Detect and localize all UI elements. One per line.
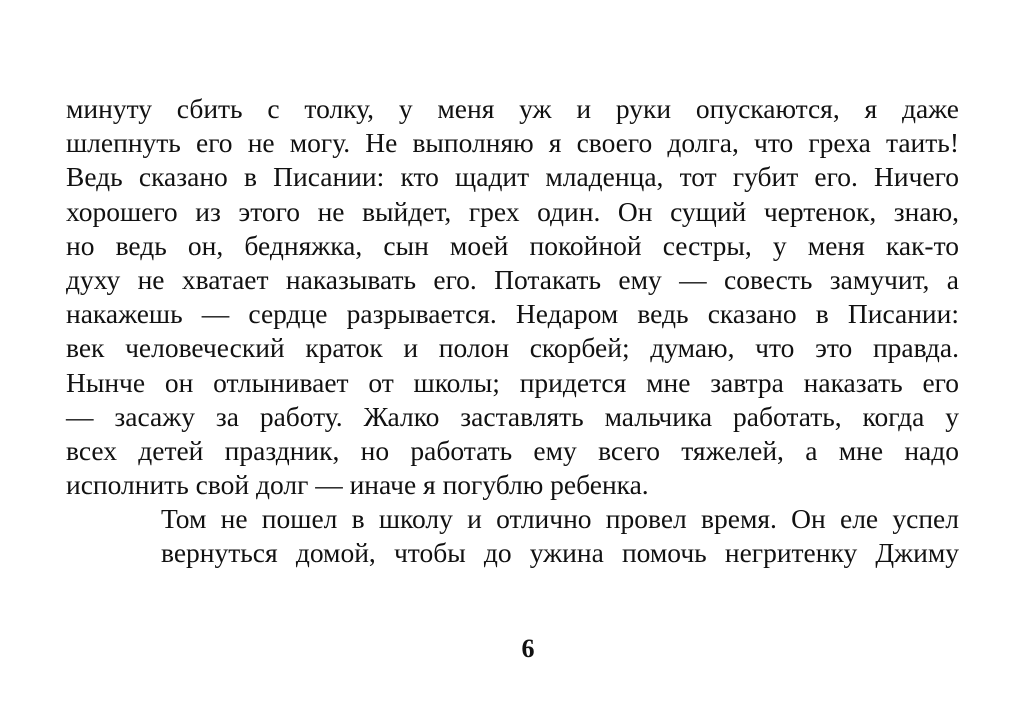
paragraph-1 bbox=[66, 92, 959, 502]
text-line: Ведь сказано в Писании: кто щадит младенца, тот губит его. Ничего bbox=[66, 161, 959, 193]
text-line: шлепнуть его не могу. Не выполняю я своего долга, что греха таить! bbox=[66, 127, 959, 159]
body-text bbox=[66, 92, 959, 571]
text-line: хорошего из этого не выйдет, грех один. Он сущий чертенок, знаю, bbox=[66, 195, 959, 227]
text-line: вернуться домой, чтобы до ужина помочь негритенку Джиму bbox=[161, 537, 959, 569]
paragraph-2 bbox=[161, 502, 959, 570]
text-line: но ведь он, бедняжка, сын моей покойной сестры, у меня как-то bbox=[66, 229, 959, 261]
text-line: всех детей праздник, но работать ему всего тяжелей, а мне надо bbox=[66, 434, 959, 466]
text-line: — засажу за работу. Жалко заставлять мальчика работать, когда у bbox=[66, 400, 959, 432]
text-line: век человеческий краток и полон скорбей; думаю, что это правда. bbox=[66, 332, 959, 364]
text-line: минуту сбить с толку, у меня уж и руки опускаются, я даже bbox=[66, 93, 959, 124]
text-line: Том не пошел в школу и отлично провел время. Он еле успел bbox=[161, 503, 959, 535]
text-line: Нынче он отлынивает от школы; придется мне завтра наказать его bbox=[66, 366, 959, 398]
text-line: накажешь — сердце разрывается. Недаром ведь сказано в Писании: bbox=[66, 298, 959, 330]
text-line: духу не хватает наказывать его. Потакать ему — совесть замучит, а bbox=[66, 263, 959, 295]
page-number: 6 bbox=[521, 634, 535, 663]
text-line: исполнить свой долг — иначе я погублю ребенка. bbox=[66, 469, 649, 501]
